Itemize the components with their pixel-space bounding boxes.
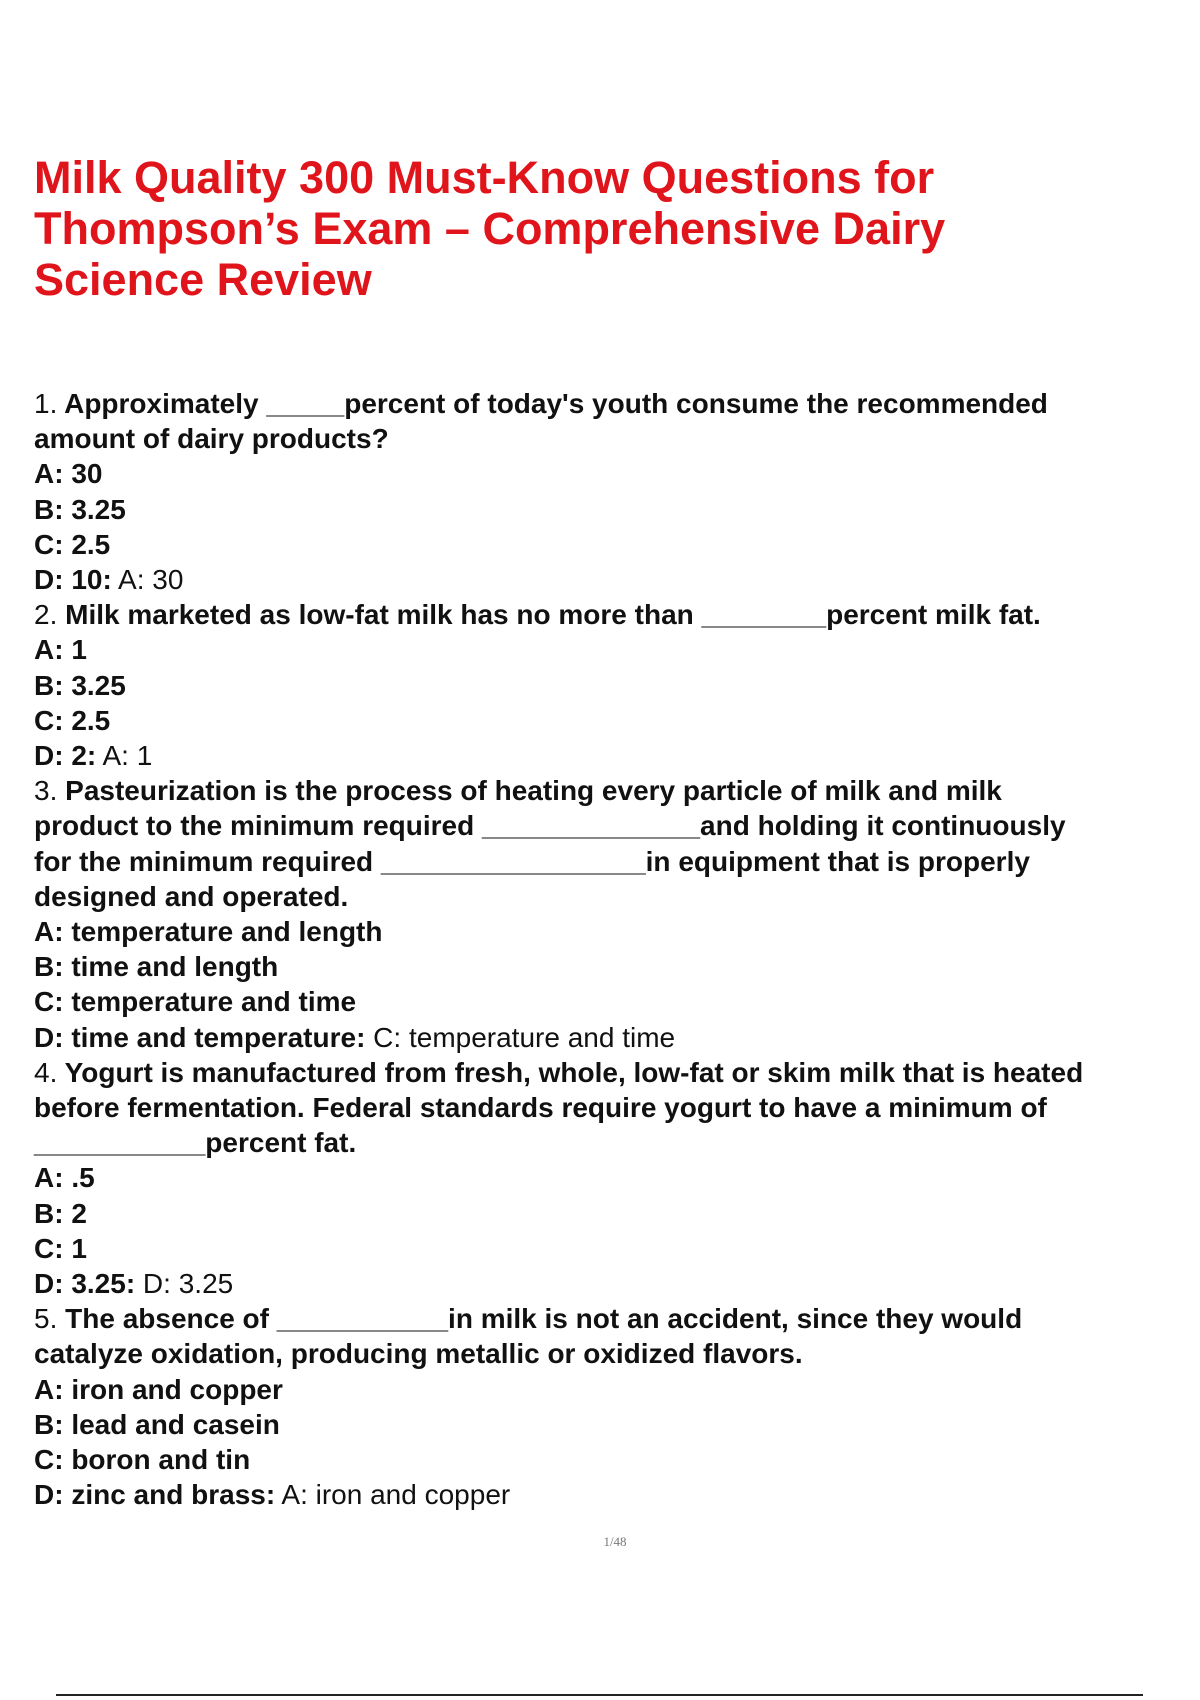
correct-answer: A: iron and copper — [275, 1479, 511, 1511]
question-text-line — [34, 421, 1083, 456]
question-text: catalyze oxidation, producing metallic or oxidized flavors. — [34, 1338, 803, 1370]
question-text: amount of dairy products? — [34, 423, 389, 455]
answer-option — [34, 1196, 1083, 1231]
option-text: C: 2.5 — [34, 704, 111, 736]
answer-option — [34, 562, 1083, 597]
question-text: Milk marketed as low-fat milk has no more than ________percent milk fat. — [57, 599, 1041, 631]
question-item — [34, 1055, 1083, 1301]
answer-option — [34, 1372, 1083, 1407]
question-text: Pasteurization is the process of heating every particle of milk and milk — [57, 775, 1002, 807]
option-text: D: zinc and brass: — [34, 1479, 276, 1511]
option-text: D: 2: — [34, 740, 97, 772]
option-text: B: time and length — [34, 951, 279, 983]
question-text: Yogurt is manufactured from fresh, whole, low-fat or skim milk that is heated — [57, 1056, 1084, 1088]
option-text: B: 3.25 — [34, 669, 126, 701]
question-number: 3. — [34, 775, 58, 807]
correct-answer: C: temperature and time — [365, 1021, 676, 1053]
option-text: C: 2.5 — [34, 528, 111, 560]
question-text: The absence of ___________in milk is not an accident, since they would — [57, 1303, 1023, 1335]
answer-option — [34, 1442, 1083, 1477]
option-text: C: boron and tin — [34, 1444, 251, 1476]
footer-divider — [56, 1694, 1143, 1696]
question-number: 2. — [34, 599, 58, 631]
option-text: A: temperature and length — [34, 916, 383, 948]
question-number: 5. — [34, 1303, 58, 1335]
question-text: product to the minimum required ______________and holding it continuously — [34, 810, 1066, 842]
question-text: for the minimum required _________________in equipment that is properly — [34, 845, 1030, 877]
answer-option — [34, 492, 1083, 527]
answer-option — [34, 984, 1083, 1019]
answer-option — [34, 1266, 1083, 1301]
answer-option — [34, 1020, 1083, 1055]
option-text: A: 1 — [34, 634, 87, 666]
question-item — [34, 597, 1083, 773]
answer-option — [34, 632, 1083, 667]
question-text-line — [34, 1090, 1083, 1125]
correct-answer: A: 1 — [96, 740, 153, 772]
question-item — [34, 386, 1083, 597]
title-line: Milk Quality 300 Must-Know Questions for — [34, 152, 935, 203]
question-text-line — [34, 597, 1083, 632]
answer-option — [34, 1477, 1083, 1512]
title-line: Thompson’s Exam – Comprehensive Dairy — [34, 203, 946, 254]
question-text-line — [34, 386, 1083, 421]
question-text-line — [34, 808, 1083, 843]
answer-option — [34, 668, 1083, 703]
option-text: D: 10: — [34, 564, 112, 596]
question-list — [34, 386, 1083, 1513]
option-text: A: 30 — [34, 458, 103, 490]
option-text: A: iron and copper — [34, 1373, 283, 1405]
question-text: designed and operated. — [34, 880, 349, 912]
question-item — [34, 773, 1083, 1055]
question-text: Approximately _____percent of today's youth consume the recommended — [57, 388, 1048, 419]
correct-answer: A: 30 — [111, 564, 184, 596]
answer-option — [34, 1407, 1083, 1442]
question-text-line — [34, 1336, 1083, 1371]
option-text: D: time and temperature: — [34, 1021, 366, 1053]
correct-answer: D: 3.25 — [135, 1268, 234, 1300]
question-text: before fermentation. Federal standards require yogurt to have a minimum of — [34, 1092, 1047, 1124]
question-text: ___________percent fat. — [34, 1127, 357, 1159]
question-text-line — [34, 1055, 1083, 1090]
page-number: 1/48 — [603, 1534, 627, 1549]
question-text-line — [34, 773, 1083, 808]
answer-option — [34, 1231, 1083, 1266]
question-number: 4. — [34, 1056, 58, 1088]
answer-option — [34, 527, 1083, 562]
option-text: C: 1 — [34, 1232, 87, 1264]
answer-option — [34, 738, 1083, 773]
answer-option — [34, 456, 1083, 491]
answer-option — [34, 1160, 1083, 1195]
answer-option — [34, 703, 1083, 738]
answer-option — [34, 949, 1083, 984]
title-line: Science Review — [34, 254, 372, 305]
question-text-line — [34, 1301, 1083, 1336]
option-text: B: 3.25 — [34, 493, 126, 525]
option-text: B: lead and casein — [34, 1408, 280, 1440]
question-text-line — [34, 879, 1083, 914]
question-text-line — [34, 844, 1083, 879]
option-text: B: 2 — [34, 1197, 87, 1229]
option-text: D: 3.25: — [34, 1268, 136, 1300]
question-text-line — [34, 1125, 1083, 1160]
option-text: A: .5 — [34, 1162, 95, 1194]
question-number: 1. — [34, 388, 58, 419]
answer-option — [34, 914, 1083, 949]
question-item — [34, 1301, 1083, 1512]
option-text: C: temperature and time — [34, 986, 357, 1018]
document-title — [34, 152, 945, 305]
